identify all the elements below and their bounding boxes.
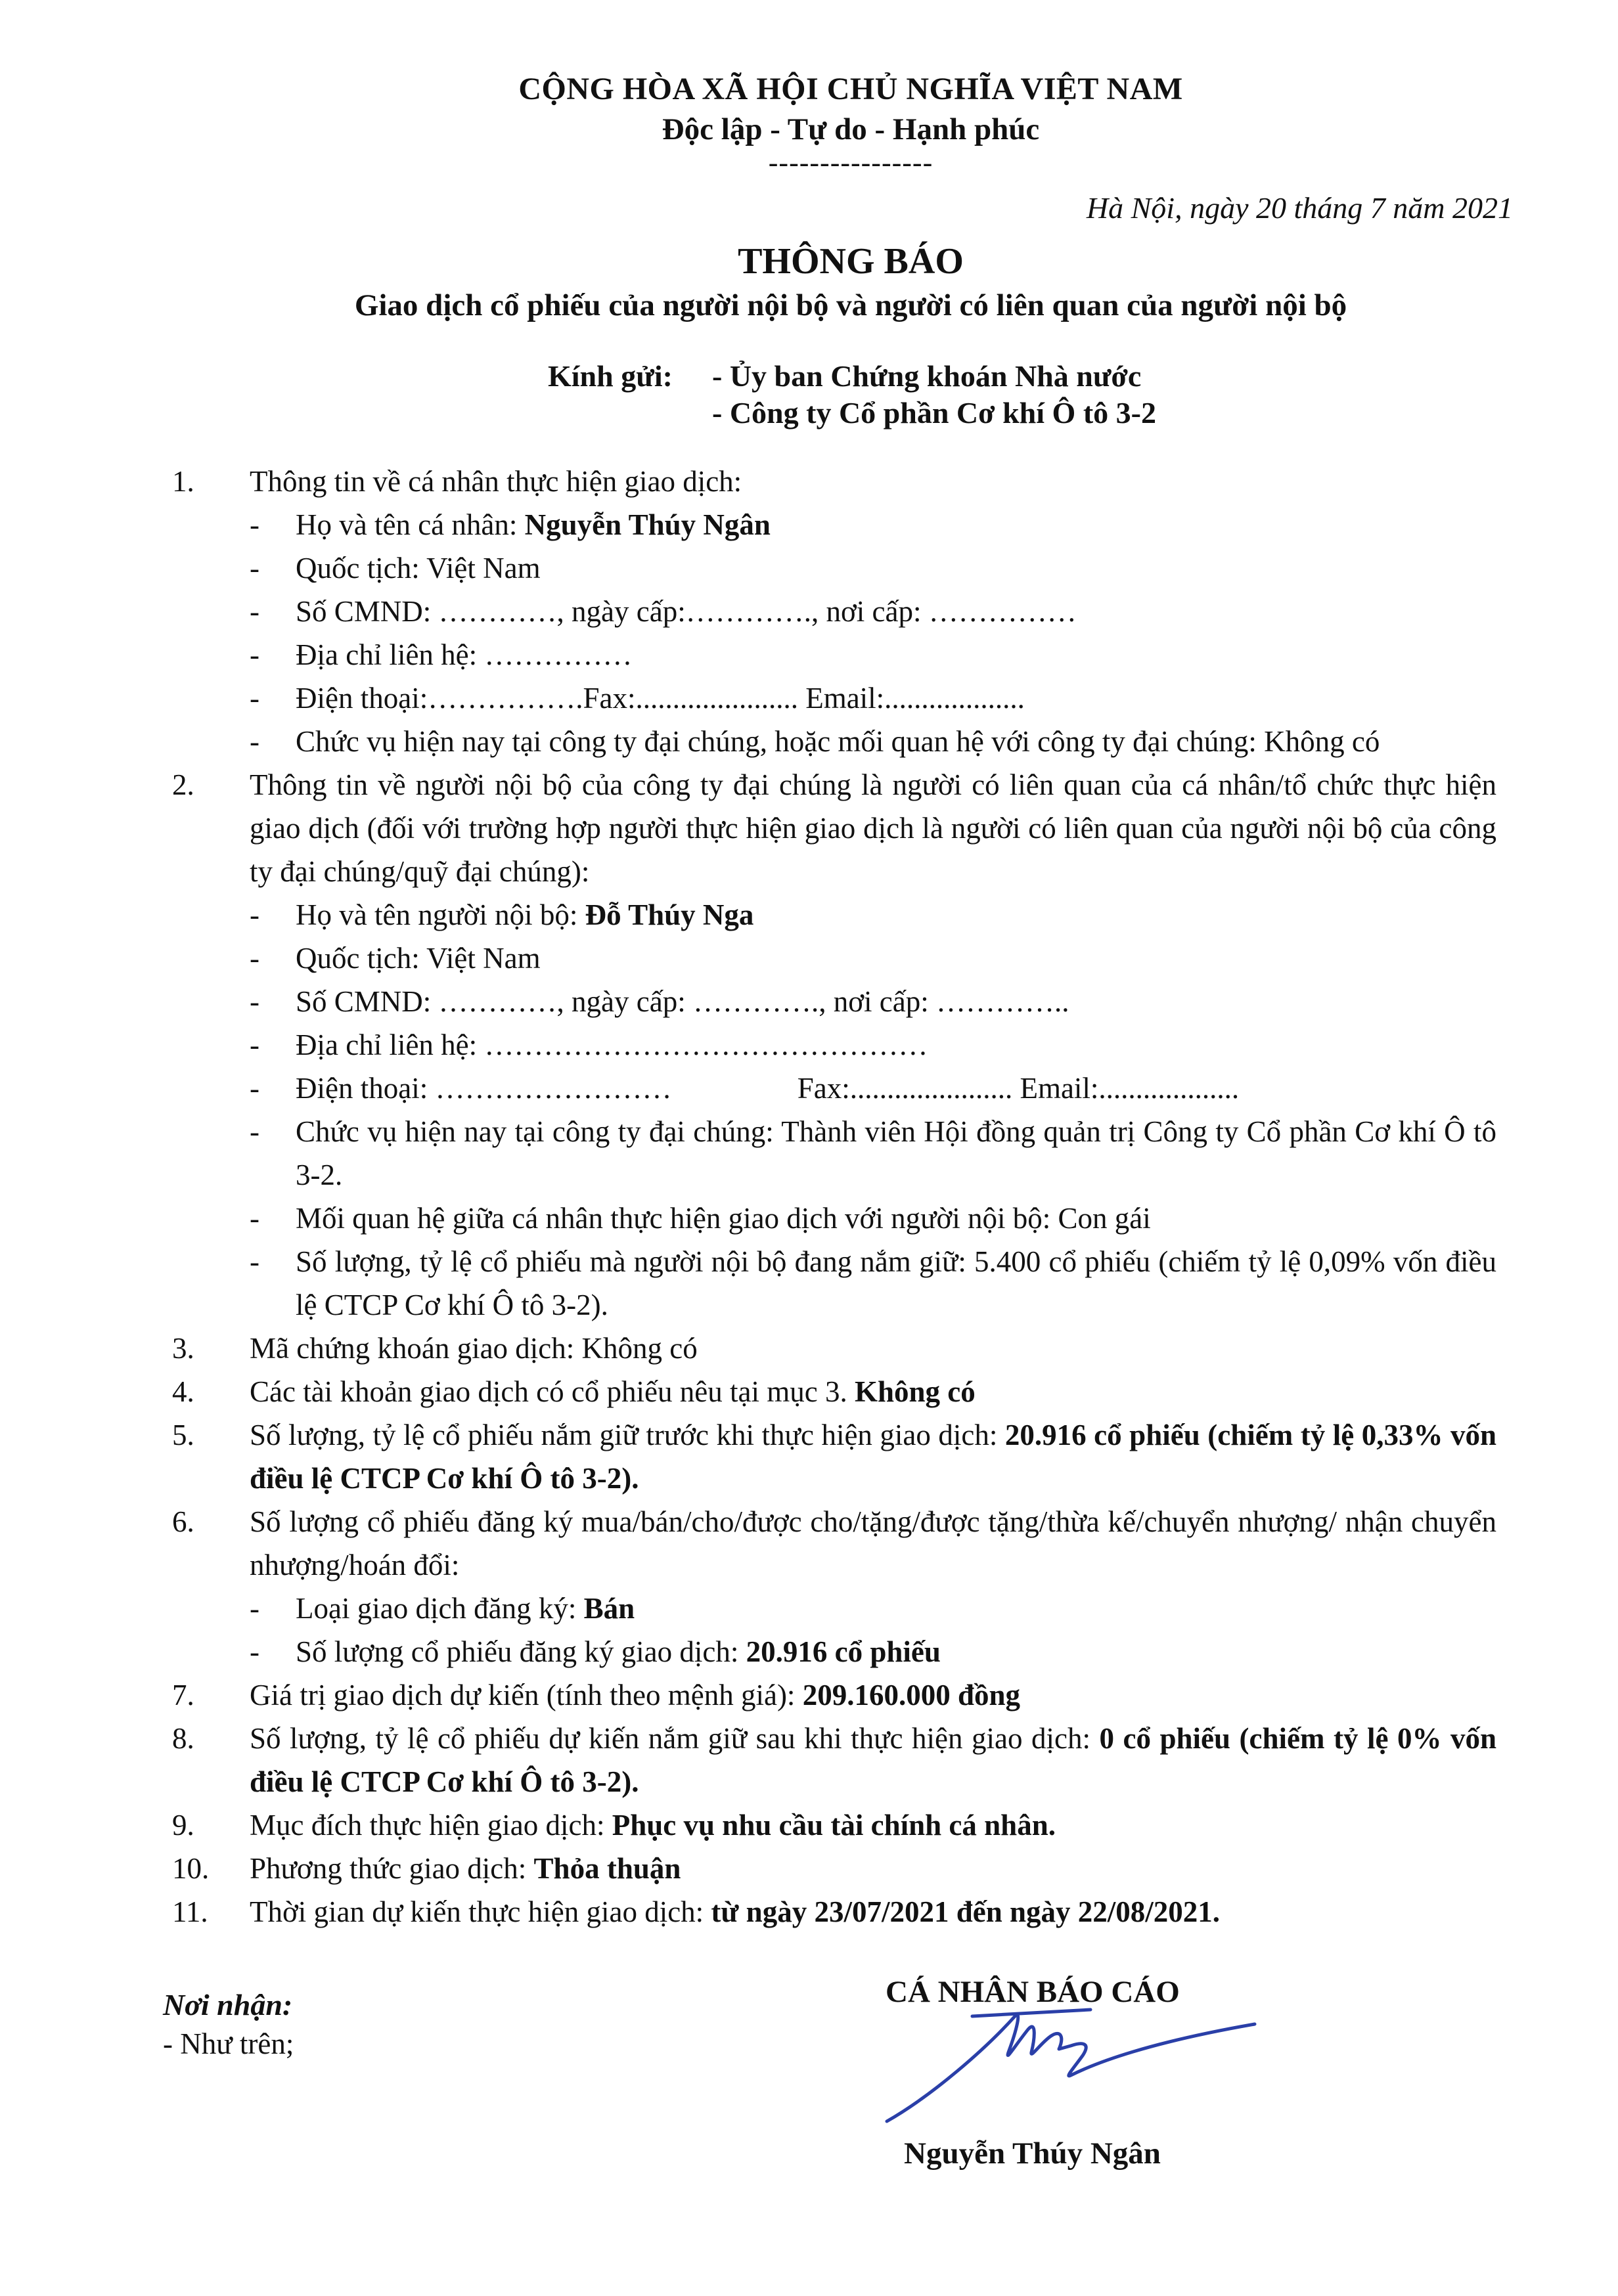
section-number: 11. bbox=[172, 1895, 208, 1928]
dash-marker: - bbox=[250, 1202, 259, 1235]
transaction-type: Bán bbox=[583, 1592, 635, 1625]
section-2 bbox=[0, 763, 1618, 893]
section-number: 1. bbox=[172, 465, 194, 498]
section-text: Thông tin về người nội bộ của công ty đại chúng là người có liên quan của cá nhân/tổ chức thực hiện giao dịch (đối với trường hợp người thực hiện giao dịch là người có liên quan của người nội bộ của công ty đại chúng/quỹ đại chúng): bbox=[250, 768, 1496, 888]
sub-item bbox=[250, 1197, 1496, 1240]
sub-item bbox=[250, 1023, 1496, 1067]
sub-label: Quốc tịch: Việt Nam bbox=[296, 942, 541, 975]
sub-item bbox=[250, 1630, 1496, 1673]
sub-label: Địa chỉ liên hệ: ……………………………………… bbox=[296, 1028, 928, 1061]
dash-marker: - bbox=[250, 942, 259, 975]
sub-item bbox=[250, 1067, 1496, 1110]
section-value: 20.916 cổ phiếu (chiếm tỷ lệ 0,33% vốn điều lệ CTCP Cơ khí Ô tô 3-2). bbox=[250, 1419, 1496, 1495]
section-value: Thỏa thuận bbox=[533, 1852, 681, 1885]
sub-item bbox=[250, 1110, 1496, 1197]
sub-item bbox=[250, 1587, 1496, 1630]
dash-marker: - bbox=[250, 1245, 259, 1278]
document-title: THÔNG BÁO bbox=[738, 241, 964, 282]
individual-name: Nguyễn Thúy Ngân bbox=[524, 508, 771, 541]
sub-label: Số CMND: …………, ngày cấp:…………., nơi cấp: …………… bbox=[296, 595, 1077, 628]
section-text: Các tài khoản giao dịch có cổ phiếu nêu tại mục 3. bbox=[250, 1375, 855, 1408]
section-value: 209.160.000 đồng bbox=[802, 1679, 1020, 1711]
sub-label: Số lượng cổ phiếu đăng ký giao dịch: bbox=[296, 1635, 746, 1668]
sub-label: Địa chỉ liên hệ: …………… bbox=[296, 638, 633, 671]
section-text: Giá trị giao dịch dự kiến (tính theo mệnh giá): bbox=[250, 1679, 803, 1711]
section-text: Số lượng, tỷ lệ cổ phiếu nắm giữ trước khi thực hiện giao dịch: bbox=[250, 1419, 1005, 1451]
section-number: 10. bbox=[172, 1852, 210, 1885]
section-number: 9. bbox=[172, 1809, 194, 1842]
recipients-footer-item: - Như trên; bbox=[163, 2027, 294, 2060]
dash-marker: - bbox=[250, 1592, 259, 1625]
sub-item bbox=[250, 633, 1496, 676]
sub-item bbox=[250, 720, 1496, 763]
section-7 bbox=[0, 1673, 1618, 1717]
dash-marker: - bbox=[250, 1028, 259, 1061]
section-3 bbox=[0, 1327, 1618, 1370]
sub-label: Mối quan hệ giữa cá nhân thực hiện giao dịch với người nội bộ: Con gái bbox=[296, 1202, 1151, 1235]
signature-icon bbox=[874, 1990, 1268, 2134]
sub-label: Số lượng, tỷ lệ cổ phiếu mà người nội bộ đang nắm giữ: 5.400 cổ phiếu (chiếm tỷ lệ 0,09% vốn điều lệ CTCP Cơ khí Ô tô 3-2). bbox=[296, 1245, 1496, 1321]
dash-marker: - bbox=[250, 508, 259, 541]
header-divider: ---------------- bbox=[768, 146, 933, 179]
dash-marker: - bbox=[250, 898, 259, 931]
section-6 bbox=[0, 1500, 1618, 1587]
section-number: 4. bbox=[172, 1375, 194, 1408]
dash-marker: - bbox=[250, 552, 259, 585]
section-4 bbox=[0, 1370, 1618, 1413]
sub-item bbox=[250, 503, 1496, 546]
motto: Độc lập - Tự do - Hạnh phúc bbox=[662, 112, 1040, 146]
section-number: 7. bbox=[172, 1679, 194, 1711]
dash-marker: - bbox=[250, 1072, 259, 1105]
section-text: Mục đích thực hiện giao dịch: bbox=[250, 1809, 612, 1842]
section-value: 0 cổ phiếu (chiếm tỷ lệ 0% vốn điều lệ CTCP Cơ khí Ô tô 3-2). bbox=[250, 1722, 1496, 1798]
section-value: Phục vụ nhu cầu tài chính cá nhân. bbox=[612, 1809, 1056, 1842]
section-text: Mã chứng khoán giao dịch: Không có bbox=[250, 1332, 698, 1365]
sub-label: Họ và tên cá nhân: bbox=[296, 508, 525, 541]
sub-label: Loại giao dịch đăng ký: bbox=[296, 1592, 584, 1625]
section-9 bbox=[0, 1803, 1618, 1847]
dash-marker: - bbox=[250, 1115, 259, 1148]
sub-item bbox=[250, 546, 1496, 590]
section-number: 6. bbox=[172, 1505, 194, 1538]
insider-name: Đỗ Thúy Nga bbox=[585, 898, 754, 931]
section-8 bbox=[0, 1717, 1618, 1803]
section-value: Không có bbox=[854, 1375, 976, 1408]
dash-marker: - bbox=[250, 682, 259, 715]
sub-label: Điện thoại: …………………… Fax:...................... Email:................... bbox=[296, 1072, 1240, 1105]
dash-marker: - bbox=[250, 595, 259, 628]
sub-item bbox=[250, 676, 1496, 720]
section-5 bbox=[0, 1413, 1618, 1500]
section-10 bbox=[0, 1847, 1618, 1890]
section-text: Số lượng, tỷ lệ cổ phiếu dự kiến nắm giữ sau khi thực hiện giao dịch: bbox=[250, 1722, 1100, 1755]
sub-item bbox=[250, 980, 1496, 1023]
sub-label: Quốc tịch: Việt Nam bbox=[296, 552, 541, 585]
section-value: từ ngày 23/07/2021 đến ngày 22/08/2021. bbox=[711, 1895, 1221, 1928]
country-heading: CỘNG HÒA XÃ HỘI CHỦ NGHĨA VIỆT NAM bbox=[518, 72, 1183, 106]
section-text: Số lượng cổ phiếu đăng ký mua/bán/cho/được cho/tặng/được tặng/thừa kế/chuyển nhượng/ nhận chuyển nhượng/hoán đổi: bbox=[250, 1505, 1496, 1581]
document-date: Hà Nội, ngày 20 tháng 7 năm 2021 bbox=[1086, 191, 1513, 225]
section-number: 3. bbox=[172, 1332, 194, 1365]
recipient-item: - Ủy ban Chứng khoán Nhà nước bbox=[712, 359, 1142, 393]
sub-item bbox=[250, 1240, 1496, 1327]
dash-marker: - bbox=[250, 725, 259, 758]
sub-item bbox=[250, 590, 1496, 633]
sub-label: Điện thoại:…………….Fax:...................... Email:................... bbox=[296, 682, 1025, 715]
document-subtitle: Giao dịch cổ phiếu của người nội bộ và người có liên quan của người nội bộ bbox=[354, 288, 1347, 322]
section-number: 2. bbox=[172, 768, 194, 801]
dash-marker: - bbox=[250, 1635, 259, 1668]
recipients-footer-label: Nơi nhận: bbox=[163, 1988, 293, 2021]
section-number: 8. bbox=[172, 1722, 194, 1755]
registered-quantity: 20.916 cổ phiếu bbox=[746, 1635, 941, 1668]
section-text: Thông tin về cá nhân thực hiện giao dịch: bbox=[250, 465, 742, 498]
dash-marker: - bbox=[250, 638, 259, 671]
section-text: Phương thức giao dịch: bbox=[250, 1852, 534, 1885]
sub-item bbox=[250, 937, 1496, 980]
section-11 bbox=[0, 1890, 1618, 1933]
section-1 bbox=[0, 460, 1618, 503]
section-text: Thời gian dự kiến thực hiện giao dịch: bbox=[250, 1895, 711, 1928]
sub-label: Số CMND: …………, ngày cấp: …………., nơi cấp: ………….. bbox=[296, 985, 1069, 1018]
sub-label: Chức vụ hiện nay tại công ty đại chúng: Thành viên Hội đồng quản trị Công ty Cổ phần Cơ khí Ô tô 3-2. bbox=[296, 1115, 1496, 1191]
recipients-label: Kính gửi: bbox=[548, 359, 673, 393]
document-body bbox=[0, 460, 1618, 1933]
sub-item bbox=[250, 893, 1496, 937]
recipient-item: - Công ty Cổ phần Cơ khí Ô tô 3-2 bbox=[712, 396, 1156, 430]
section-number: 5. bbox=[172, 1419, 194, 1451]
dash-marker: - bbox=[250, 985, 259, 1018]
sub-label: Chức vụ hiện nay tại công ty đại chúng, hoặc mối quan hệ với công ty đại chúng: Không có bbox=[296, 725, 1380, 758]
sub-label: Họ và tên người nội bộ: bbox=[296, 898, 585, 931]
signer-name: Nguyễn Thúy Ngân bbox=[904, 2136, 1161, 2171]
signer-title: CÁ NHÂN BÁO CÁO bbox=[886, 1975, 1180, 2009]
